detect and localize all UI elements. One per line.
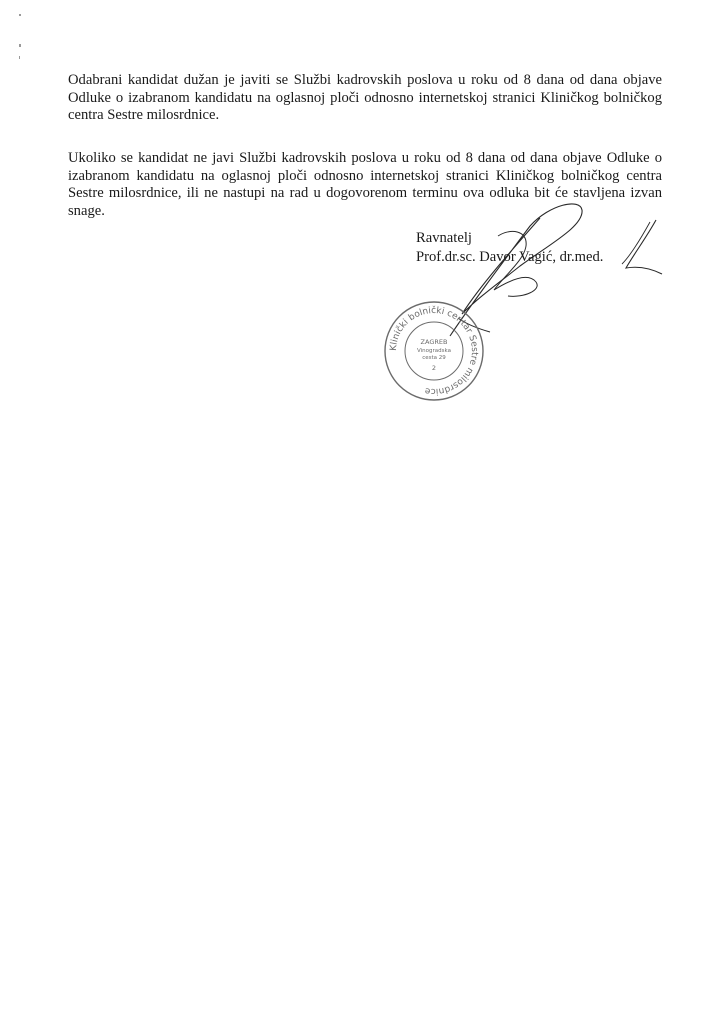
scan-mark-top <box>19 14 21 16</box>
svg-text:ZAGREB: ZAGREB <box>420 338 448 346</box>
signature-block <box>416 229 603 267</box>
signatory-title: Ravnatelj <box>416 230 472 246</box>
scan-mark-middle <box>19 44 21 47</box>
official-stamp <box>383 300 485 402</box>
svg-text:Vinogradska: Vinogradska <box>417 348 451 354</box>
paragraph-deadline-notice: Odabrani kandidat dužan je javiti se Službi kadrovskih poslova u roku od 8 dana od dana objave Odluke o izabranom kandidatu na oglasnoj ploči odnosno internetskoj stranici Kliničkog bolničkog centra Sestre milosrdnice. <box>68 72 662 123</box>
svg-text:Klinički bolnički centar Sestr: Klinički bolnički centar Sestre milosrdnice <box>388 305 480 397</box>
initials-mark <box>616 218 664 278</box>
svg-text:cesta 29: cesta 29 <box>422 355 446 361</box>
signatory-name: Prof.dr.sc. Davor Vagić, dr.med. <box>416 249 604 265</box>
svg-text:2: 2 <box>431 364 437 372</box>
scan-mark-bottom <box>19 56 20 59</box>
paragraph-invalidation-notice: Ukoliko se kandidat ne javi Službi kadrovskih poslova u roku od 8 dana od dana objave Odluke o izabranom kandidatu na oglasnoj ploči odnosno internetskoj stranici Kliničkog bolničkog centra Sestre milosrdnice, ili ne nastupi na rad u dogovorenom terminu ova odluka bit će stavljena izvan snage. <box>68 150 662 219</box>
